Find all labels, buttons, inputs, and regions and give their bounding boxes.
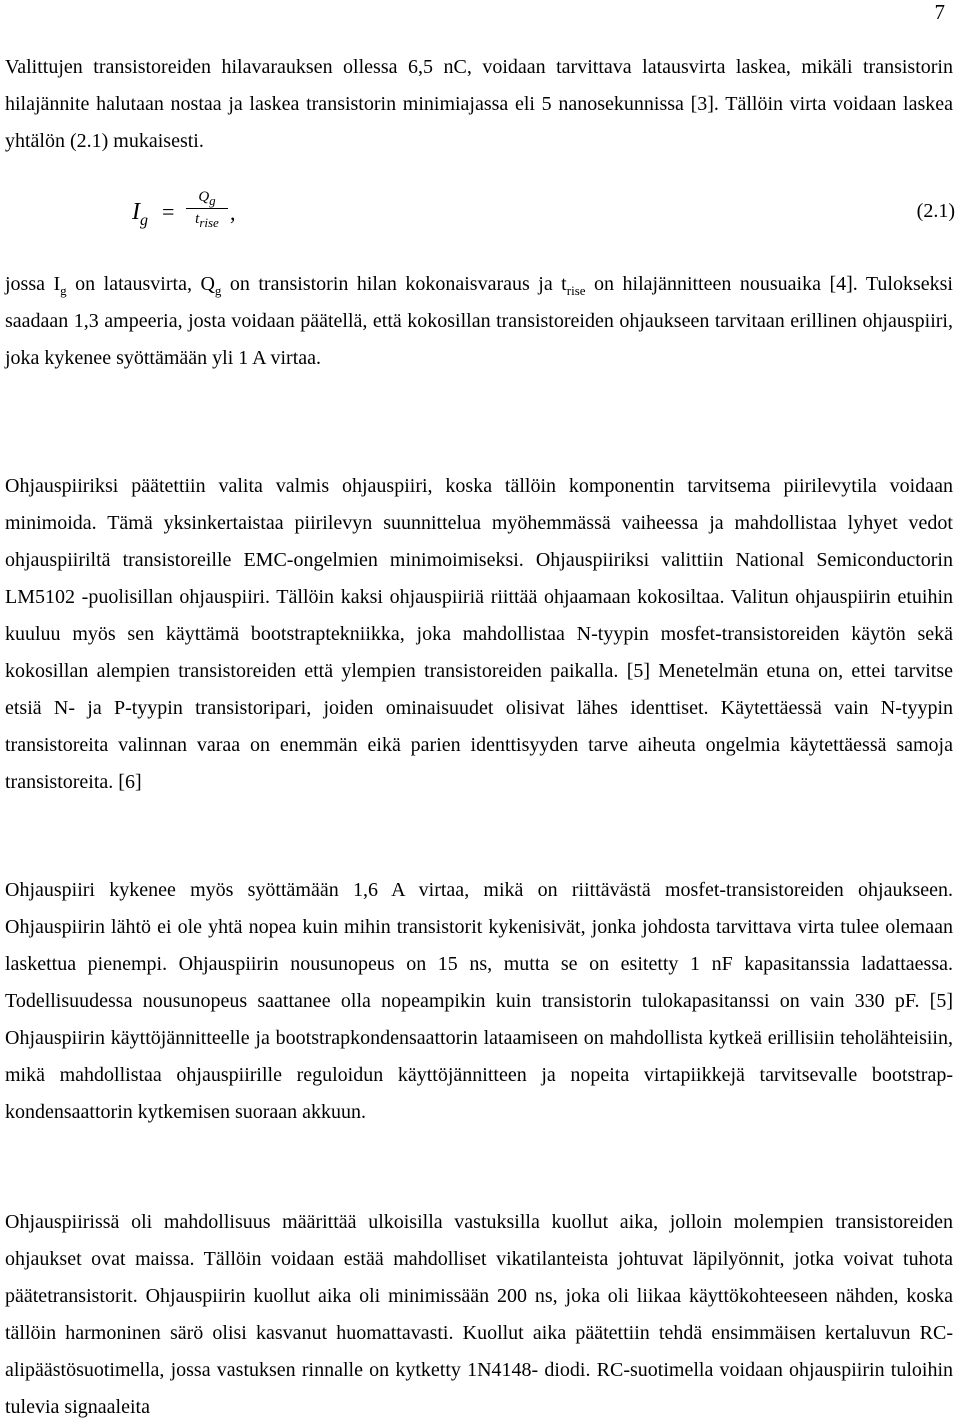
equation-fraction bbox=[186, 188, 228, 229]
explanation-paragraph: jossa $I_g$ on latausvirta, $Q_g$ on transistorin hilan kokonaisvaraus ja $t_{rise}$ on hilajännitteen nousuaika [4]. Tulokseksi saadaan 1,3 ampeeria, josta voidaan päätellä, että kokosillan transistoreiden ohjaukseen tarvitaan erillinen ohjauspiiri, joka kykenee syöttämään yli 1 A virtaa. bbox=[5, 273, 953, 369]
equation-comma: , bbox=[230, 200, 236, 225]
equation-denominator: $t_{rise}$ bbox=[195, 211, 219, 230]
equation-equals: = bbox=[162, 199, 175, 224]
equation-numerator: $Q_g$ bbox=[198, 189, 216, 208]
paragraph-driver-current: Ohjauspiiri kykenee myös syöttämään 1,6 A virtaa, mikä on riittävästä mosfet-transistoreiden ohjaukseen. Ohjauspiirin lähtö ei ole yhtä nopea kuin mihin transistorit kykenisivät, jonka johdosta tarvittava virta tulee olemaan laskettua pienempi. Ohjauspiirin nousunopeus on 15 ns, mutta se on esitetty 1 nF kapasitanssia ladattaessa. Todellisuudessa nousunopeus saattanee olla nopeampikin kuin transistorin tulokapasitanssi on vain 330 pF. [5] Ohjauspiirin käyttöjännitteelle ja bootstrapkondensaattorin lataamiseen on mahdollista kytkeä erillisiin teholähteisiin, mikä mahdollistaa ohjauspiirille reguloidun käyttöjännitteen ja nopeita virtapiikkejä tarvitsevalle bootstrap-kondensaattorin kytkemisen suoraan akkuun. bbox=[5, 879, 953, 1123]
paragraph-dead-time: Ohjauspiirissä oli mahdollisuus määrittää ulkoisilla vastuksilla kuollut aika, jolloin molempien transistoreiden ohjaukset ovat maissa. Tällöin voidaan estää mahdolliset vikatilanteista johtuvat läpilyönnit, jotka voivat tuhota päätetransistorit. Ohjauspiirin kuollut aika oli minimissään 200 ns, joka oli liikaa käyttökohteeseen nähden, koska tällöin harmoninen särö olisi kasvanut huomattavasti. Kuollut aika päätettiin tehdä ensimmäisen kertaluvun RC-alipäästösuotimella, jossa vastuksen rinnalle on kytketty 1N4148- diodi. RC-suotimella voidaan ohjauspiirin tuloihin tulevia signaaleita bbox=[5, 1211, 953, 1418]
fraction-bar bbox=[186, 208, 228, 209]
paragraph-driver-selection: Ohjauspiiriksi päätettiin valita valmis ohjauspiiri, koska tällöin komponentin tarvitsema piirilevytila voidaan minimoida. Tämä yksinkertaistaa piirilevyn suunnittelua myöhemmässä vaiheessa ja mahdollistaa lyhyet vedot ohjauspiiriltä transistoreille EMC-ongelmien minimoimiseksi. Ohjauspiiriksi valittiin National Semiconductorin LM5102 -puolisillan ohjauspiiri. Tällöin kaksi ohjauspiiriä riittää ohjaamaan kokosiltaa. Valitun ohjauspiirin etuihin kuuluu myös sen käyttämä bootstraptekniikka, joka mahdollistaa N-tyypin mosfet-transistoreiden käytön sekä kokosillan alempien transistoreiden että ylempien transistoreiden paikalla. [5] Menetelmän etuna on, ettei tarvitse etsiä N- ja P-tyypin transistoripari, joiden ominaisuudet olisivat lähes identtiset. Käytettäessä vain N-tyypin transistoreita valinnan varaa on enemmän eikä parien identtisyyden tarve aiheuta ongelmia käytettäessä samoja transistoreita. [6] bbox=[5, 475, 953, 793]
equation-number: (2.1) bbox=[916, 200, 955, 222]
equation-2-1 bbox=[0, 186, 955, 242]
equation-lhs: $I_g$ bbox=[132, 199, 148, 229]
page-number: 7 bbox=[934, 0, 945, 24]
intro-paragraph: Valittujen transistoreiden hilavarauksen ollessa 6,5 nC, voidaan tarvittava latausvirta laskea, mikäli transistorin hilajännite halutaan nostaa ja laskea transistorin minimiajassa eli 5 nanosekunnissa [3]. Tällöin virta voidaan laskea yhtälön (2.1) mukaisesti. bbox=[5, 56, 953, 152]
